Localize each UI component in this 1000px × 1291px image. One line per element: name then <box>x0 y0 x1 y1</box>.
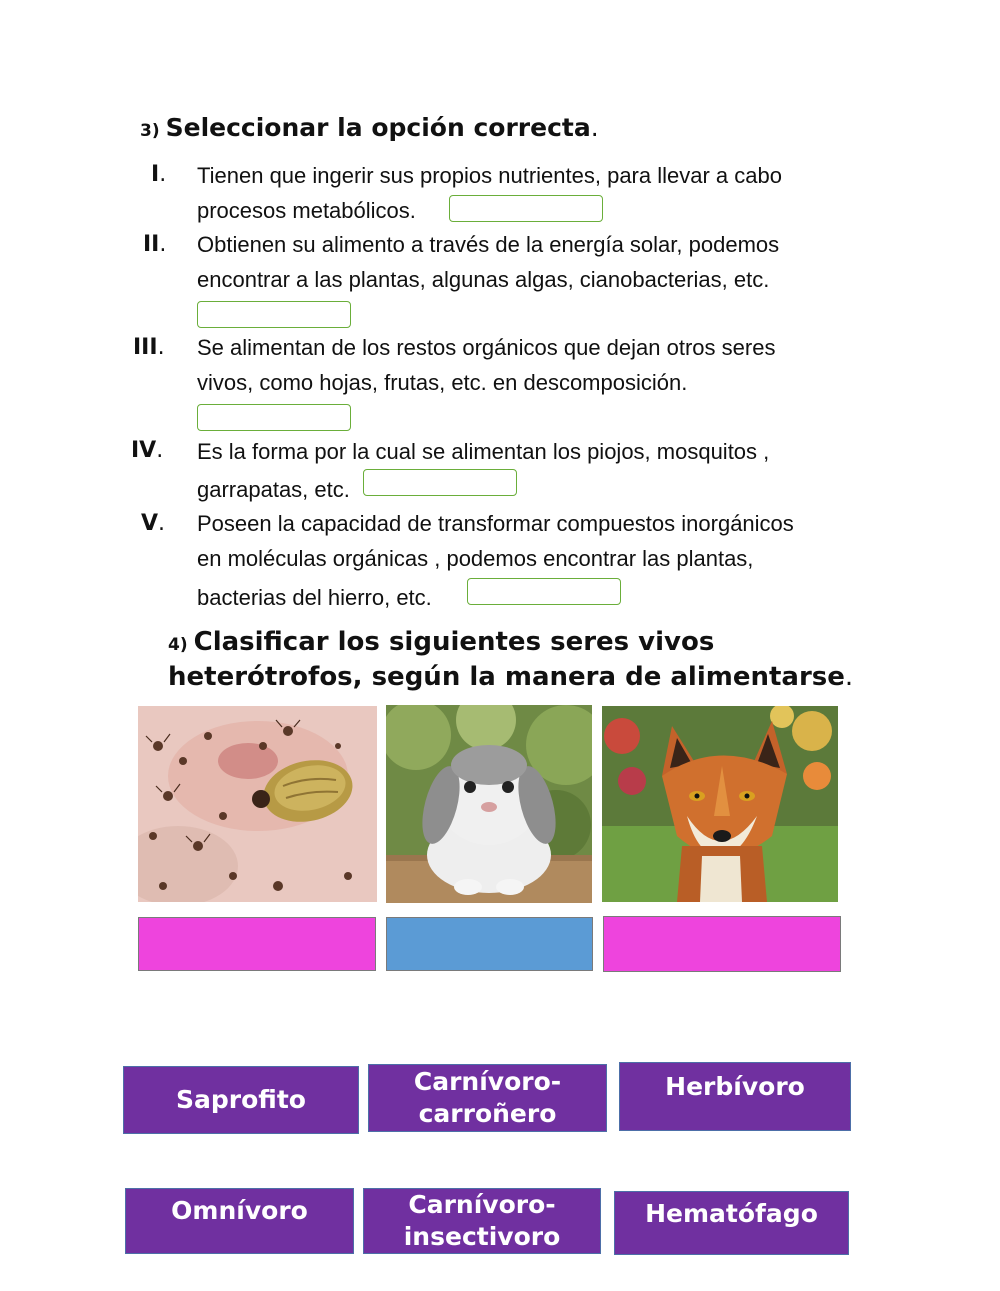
item-ii-line-1: Obtienen su alimento a través de la energía solar, podemos <box>197 232 780 257</box>
tick-photo <box>138 706 377 902</box>
item-iv-line-1: Es la forma por la cual se alimentan los piojos, mosquitos , <box>197 439 770 464</box>
item-iii-line-2: vivos, como hojas, frutas, etc. en descomposición. <box>197 370 688 395</box>
fox-photo <box>602 706 838 902</box>
chip-hematofago[interactable]: Hematófago <box>614 1191 849 1255</box>
question-3-number: 3) <box>140 121 160 141</box>
answer-input-iv[interactable] <box>363 469 517 496</box>
item-v-line-2: en moléculas orgánicas , podemos encontrar las plantas, <box>197 546 754 571</box>
question-3-title: Seleccionar la opción correcta <box>165 113 591 142</box>
numeral-iii: III. <box>133 335 165 360</box>
question-3-heading: 3) Seleccionar la opción correcta. <box>140 113 599 142</box>
question-4-title-line-1: Clasificar los siguientes seres vivos <box>193 627 715 657</box>
chip-herbivoro[interactable]: Herbívoro <box>619 1062 851 1131</box>
numeral-iv: IV. <box>131 438 164 463</box>
answer-input-i[interactable] <box>449 195 603 222</box>
drop-slot-tick[interactable] <box>138 917 376 971</box>
answer-input-iii[interactable] <box>197 404 351 431</box>
question-4-heading: 4) Clasificar los siguientes seres vivos heterótrofos, según la manera de alimentarse. <box>168 627 854 692</box>
drop-slot-rabbit[interactable] <box>386 917 593 971</box>
item-v-line-3: bacterias del hierro, etc. <box>197 585 432 610</box>
answer-input-v[interactable] <box>467 578 621 605</box>
rabbit-photo <box>386 705 592 903</box>
chip-saprofito[interactable]: Saprofito <box>123 1066 359 1134</box>
question-4-number: 4) <box>168 635 188 655</box>
item-iv-line-2: garrapatas, etc. <box>197 477 350 502</box>
item-v-line-1: Poseen la capacidad de transformar compuestos inorgánicos <box>197 511 794 536</box>
item-iii-line-1: Se alimentan de los restos orgánicos que dejan otros seres <box>197 335 776 360</box>
numeral-v: V. <box>141 511 166 536</box>
item-i-line-1: Tienen que ingerir sus propios nutrientes, para llevar a cabo <box>197 163 782 188</box>
chip-carnivoro-insectivoro[interactable]: Carnívoro- insectivoro <box>363 1188 601 1254</box>
answer-input-ii[interactable] <box>197 301 351 328</box>
chip-carnivoro-carronero[interactable]: Carnívoro- carroñero <box>368 1064 607 1132</box>
item-i-line-2: procesos metabólicos. <box>197 198 416 223</box>
drop-slot-fox[interactable] <box>603 916 841 972</box>
question-4-title-line-2: heterótrofos, según la manera de alimentarse <box>168 662 845 692</box>
numeral-i: I. <box>151 162 167 187</box>
numeral-ii: II. <box>143 232 167 257</box>
item-ii-line-2: encontrar a las plantas, algunas algas, cianobacterias, etc. <box>197 267 770 292</box>
chip-omnivoro[interactable]: Omnívoro <box>125 1188 354 1254</box>
